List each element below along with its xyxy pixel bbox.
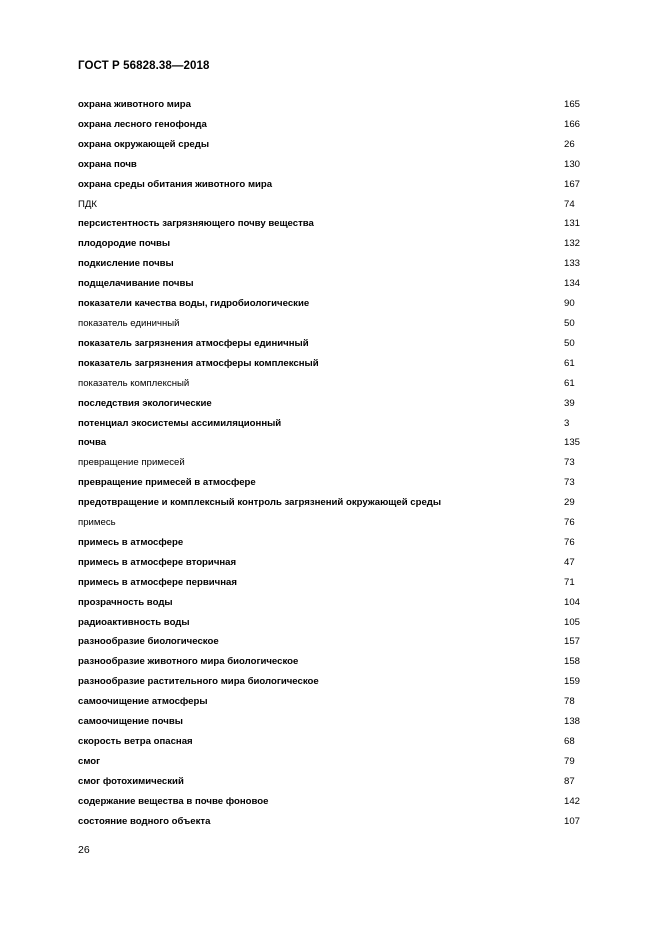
index-page-number: 39 (564, 397, 575, 409)
index-entry (78, 734, 598, 754)
index-term: примесь в атмосфере первичная (78, 576, 237, 588)
index-entry (78, 615, 598, 635)
index-page-number: 47 (564, 556, 575, 568)
index-entry (78, 535, 598, 555)
index-term: охрана почв (78, 158, 137, 170)
index-page-number: 135 (564, 437, 581, 449)
index-entry (78, 774, 598, 794)
index-term: смог (78, 755, 101, 767)
index-entry (78, 495, 598, 515)
index-term: разнообразие растительного мира биологическое (78, 676, 319, 688)
index-page-number: 134 (564, 278, 581, 290)
index-term: предотвращение и комплексный контроль загрязнений окружающей среды (78, 497, 442, 509)
index-entry (78, 216, 598, 236)
index-entry (78, 555, 598, 575)
index-term: последствия экологические (78, 397, 212, 409)
index-page-number: 107 (564, 815, 581, 827)
index-entry (78, 475, 598, 495)
index-page-number: 76 (564, 517, 575, 529)
index-term: охрана животного мира (78, 99, 191, 110)
index-page-number: 90 (564, 298, 575, 310)
page-number: 26 (78, 844, 90, 856)
index-term: превращение примесей (78, 457, 185, 469)
index-entry (78, 177, 598, 197)
index-entry (78, 455, 598, 475)
index-page-number: 50 (564, 337, 575, 349)
index-entry (78, 316, 598, 336)
index-entry (78, 654, 598, 674)
index-term: охрана лесного генофонда (78, 118, 207, 130)
index-page-number: 132 (564, 238, 581, 250)
index-page-number: 105 (564, 616, 581, 628)
index-term: примесь (78, 517, 116, 529)
index-page-number: 133 (564, 258, 581, 270)
index-entry (78, 515, 598, 535)
index-entry (78, 714, 598, 734)
index-term: показатель загрязнения атмосферы комплексный (78, 357, 319, 369)
index-entry (78, 435, 598, 455)
index-page-number: 50 (564, 317, 575, 329)
index-term: состояние водного объекта (78, 815, 211, 827)
index-entry (78, 356, 598, 376)
index-page-number: 157 (564, 636, 581, 648)
index-page-number: 68 (564, 736, 575, 747)
index-entry (78, 674, 598, 694)
index-term: превращение примесей в атмосфере (78, 477, 256, 489)
alphabetical-index (78, 97, 598, 834)
index-term: подщелачивание почвы (78, 278, 194, 290)
index-entry (78, 595, 598, 615)
index-term: персистентность загрязняющего почву вещества (78, 218, 314, 230)
index-entry (78, 97, 598, 117)
index-term: примесь в атмосфере вторичная (78, 556, 237, 568)
index-page-number: 26 (564, 138, 575, 150)
index-page-number: 71 (564, 576, 575, 588)
index-page-number: 158 (564, 656, 581, 668)
index-page-number: 3 (564, 417, 570, 429)
index-term: показатель загрязнения атмосферы единичный (78, 337, 309, 349)
index-entry (78, 634, 598, 654)
index-page-number: 166 (564, 118, 581, 130)
index-entry (78, 276, 598, 296)
index-page-number: 79 (564, 755, 575, 767)
index-entry (78, 137, 598, 157)
index-entry (78, 396, 598, 416)
index-term: потенциал экосистемы ассимиляционный (78, 417, 282, 429)
index-term: смог фотохимический (78, 775, 184, 787)
document-header: ГОСТ Р 56828.38—2018 (78, 60, 210, 72)
index-page-number: 76 (564, 536, 575, 548)
index-term: самоочищение атмосферы (78, 696, 208, 708)
index-term: примесь в атмосфере (78, 536, 184, 548)
index-term: разнообразие биологическое (78, 636, 219, 648)
index-page-number: 73 (564, 477, 575, 489)
index-term: разнообразие животного мира биологическое (78, 656, 299, 668)
index-term: содержание вещества в почве фоновое (78, 795, 269, 807)
index-term: показатель комплексный (78, 377, 190, 389)
index-term: охрана среды обитания животного мира (78, 178, 273, 190)
index-term: плодородие почвы (78, 238, 171, 250)
index-term: прозрачность воды (78, 596, 173, 608)
index-term: ПДК (78, 198, 97, 210)
index-term: показатели качества воды, гидробиологические (78, 298, 310, 310)
index-page-number: 138 (564, 716, 581, 728)
index-term: радиоактивность воды (78, 616, 190, 628)
index-entry (78, 197, 598, 217)
index-entry (78, 236, 598, 256)
index-term: подкисление почвы (78, 258, 174, 270)
index-term: охрана окружающей среды (78, 138, 210, 150)
index-entry (78, 416, 598, 436)
index-page-number: 159 (564, 676, 581, 688)
index-page-number: 61 (564, 377, 575, 389)
index-entry (78, 754, 598, 774)
index-page-number: 130 (564, 158, 581, 170)
index-entry (78, 376, 598, 396)
index-page-number: 87 (564, 775, 575, 787)
index-page-number: 74 (564, 198, 575, 210)
index-page-number: 61 (564, 357, 575, 369)
index-page-number: 131 (564, 218, 581, 230)
index-entry (78, 256, 598, 276)
index-page-number: 78 (564, 696, 575, 708)
index-term: скорость ветра опасная (78, 736, 193, 747)
index-term: самоочищение почвы (78, 716, 183, 728)
index-page-number: 167 (564, 178, 581, 190)
index-page-number: 73 (564, 457, 575, 469)
index-entry (78, 575, 598, 595)
index-entry (78, 694, 598, 714)
index-page-number: 104 (564, 596, 581, 608)
index-entry (78, 296, 598, 316)
index-entry (78, 814, 598, 834)
index-entry (78, 794, 598, 814)
index-entry (78, 336, 598, 356)
index-page-number: 142 (564, 795, 581, 807)
index-entry (78, 157, 598, 177)
index-term: показатель единичный (78, 317, 180, 329)
index-page-number: 165 (564, 99, 581, 110)
index-term: почва (78, 437, 107, 449)
index-entry (78, 117, 598, 137)
index-page-number: 29 (564, 497, 575, 509)
